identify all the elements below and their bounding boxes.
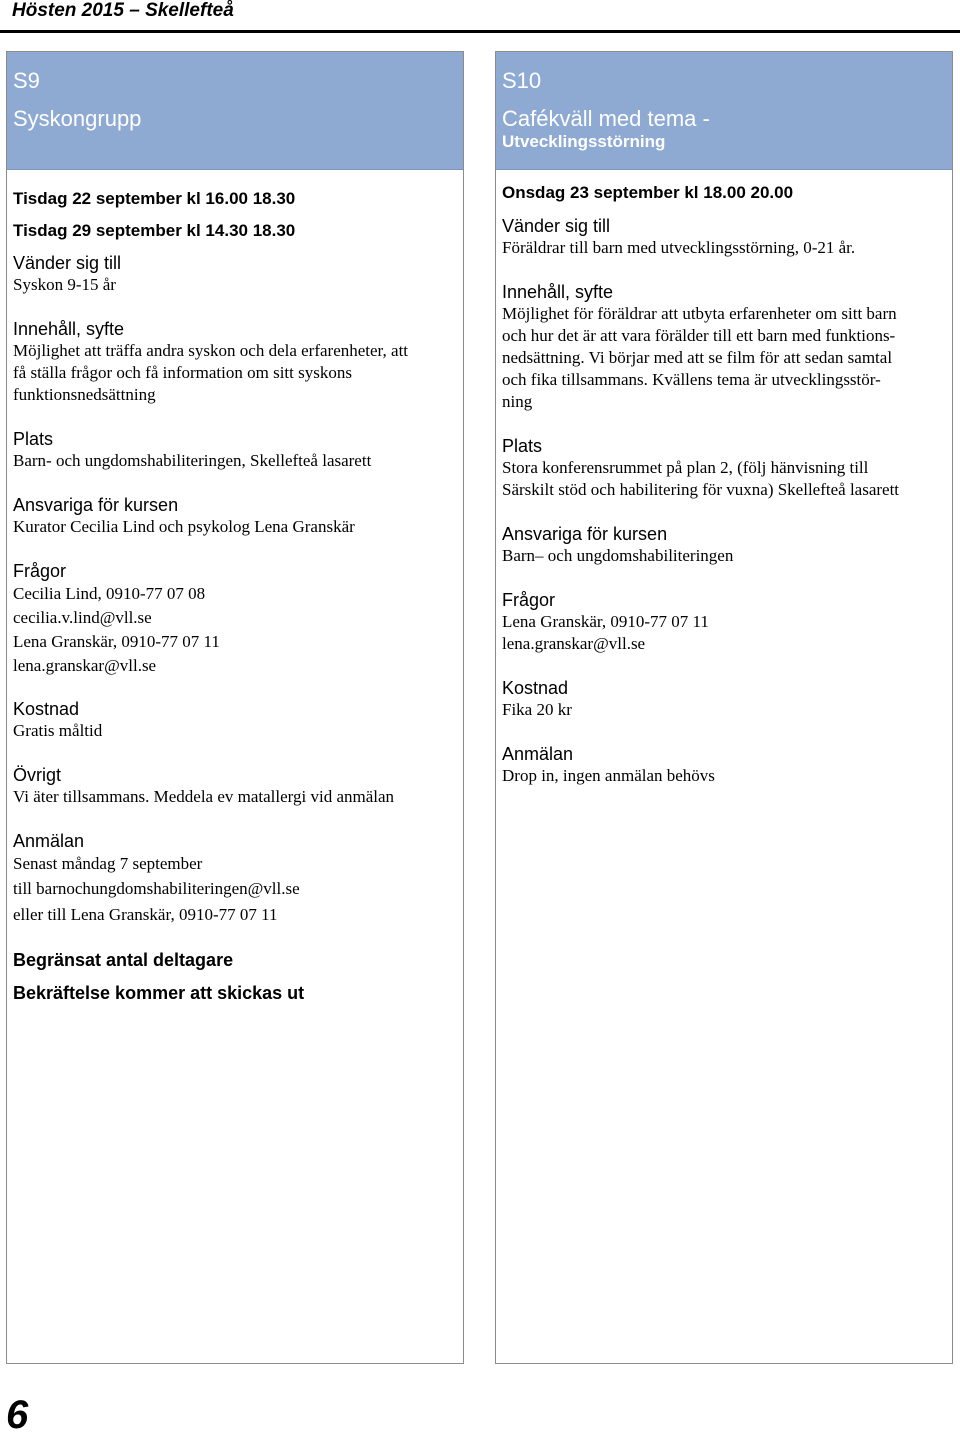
section-text: Möjlighet att träffa andra syskon och dela erfarenheter, att (13, 341, 409, 360)
course-title: Cafékväll med tema - (502, 106, 710, 131)
section-heading: Innehåll, syfte (13, 319, 125, 339)
section-text: Stora konferensrummet på plan 2, (följ hänvisning till (502, 458, 869, 477)
section-text: nedsättning. Vi börjar med att se film för att sedan samtal (502, 348, 893, 367)
section-heading: Kostnad (13, 699, 80, 719)
course-code: S9 (13, 68, 40, 93)
contact-email: lena.granskar@vll.se (502, 634, 646, 653)
section-heading: Anmälan (13, 831, 85, 851)
section-text: Kurator Cecilia Lind och psykolog Lena Granskär (13, 517, 355, 536)
section-text: funktionsnedsättning (13, 385, 156, 404)
section-text: Möjlighet för föräldrar att utbyta erfarenheter om sitt barn (502, 304, 897, 323)
page-header-title: Hösten 2015 – Skellefteå (12, 0, 234, 21)
section-heading: Vänder sig till (502, 216, 611, 236)
section-text: Drop in, ingen anmälan behövs (502, 766, 715, 785)
header-rule (0, 30, 960, 33)
section-text: och fika tillsammans. Kvällens tema är utvecklingsstör- (502, 370, 881, 389)
course-date: Tisdag 22 september kl 16.00 18.30 (13, 189, 296, 208)
contact-line: Cecilia Lind, 0910-77 07 08 (13, 584, 206, 603)
section-heading: Kostnad (502, 678, 569, 698)
panel-header (7, 52, 463, 170)
section-heading: Frågor (13, 561, 67, 581)
section-heading: Innehåll, syfte (502, 282, 614, 302)
confirmation-note: Bekräftelse kommer att skickas ut (13, 983, 305, 1003)
course-panel-s10 (495, 51, 953, 1364)
panel-header (496, 52, 952, 170)
contact-email: lena.granskar@vll.se (13, 656, 157, 675)
course-date: Tisdag 29 september kl 14.30 18.30 (13, 221, 296, 240)
section-text: Gratis måltid (13, 721, 103, 740)
section-text: Barn– och ungdomshabiliteringen (502, 546, 734, 565)
section-heading: Plats (502, 436, 543, 456)
section-heading: Vänder sig till (13, 253, 122, 273)
section-text: få ställa frågor och få information om sitt syskons (13, 363, 352, 382)
signup-email: till barnochungdomshabiliteringen@vll.se (13, 879, 300, 898)
section-text: Fika 20 kr (502, 700, 572, 719)
section-heading: Ansvariga för kursen (13, 495, 179, 515)
page-number: 6 (6, 1393, 29, 1437)
course-title: Syskongrupp (13, 106, 142, 131)
section-heading: Plats (13, 429, 54, 449)
section-heading: Anmälan (502, 744, 574, 764)
section-text: eller till Lena Granskär, 0910-77 07 11 (13, 905, 278, 924)
section-heading: Ansvariga för kursen (502, 524, 668, 544)
section-text: Senast måndag 7 september (13, 854, 203, 873)
section-text: Föräldrar till barn med utvecklingsstörning, 0-21 år. (502, 238, 856, 257)
section-text: Vi äter tillsammans. Meddela ev matallergi vid anmälan (13, 787, 395, 806)
section-text: Särskilt stöd och habilitering för vuxna) Skellefteå lasarett (502, 480, 900, 499)
course-code: S10 (502, 68, 542, 93)
section-heading: Övrigt (13, 765, 62, 785)
section-text: och hur det är att vara förälder till ett barn med funktions- (502, 326, 896, 345)
course-subtitle: Utvecklingsstörning (502, 132, 666, 151)
section-text: Syskon 9-15 år (13, 275, 116, 294)
limited-participants-note: Begränsat antal deltagare (13, 950, 234, 970)
contact-email: cecilia.v.lind@vll.se (13, 608, 152, 627)
section-text: ning (502, 392, 533, 411)
section-text: Barn- och ungdomshabiliteringen, Skellefteå lasarett (13, 451, 372, 470)
course-panel-s9 (6, 51, 464, 1364)
contact-line: Lena Granskär, 0910-77 07 11 (13, 632, 220, 651)
section-heading: Frågor (502, 590, 556, 610)
course-date: Onsdag 23 september kl 18.00 20.00 (502, 183, 794, 202)
contact-line: Lena Granskär, 0910-77 07 11 (502, 612, 709, 631)
